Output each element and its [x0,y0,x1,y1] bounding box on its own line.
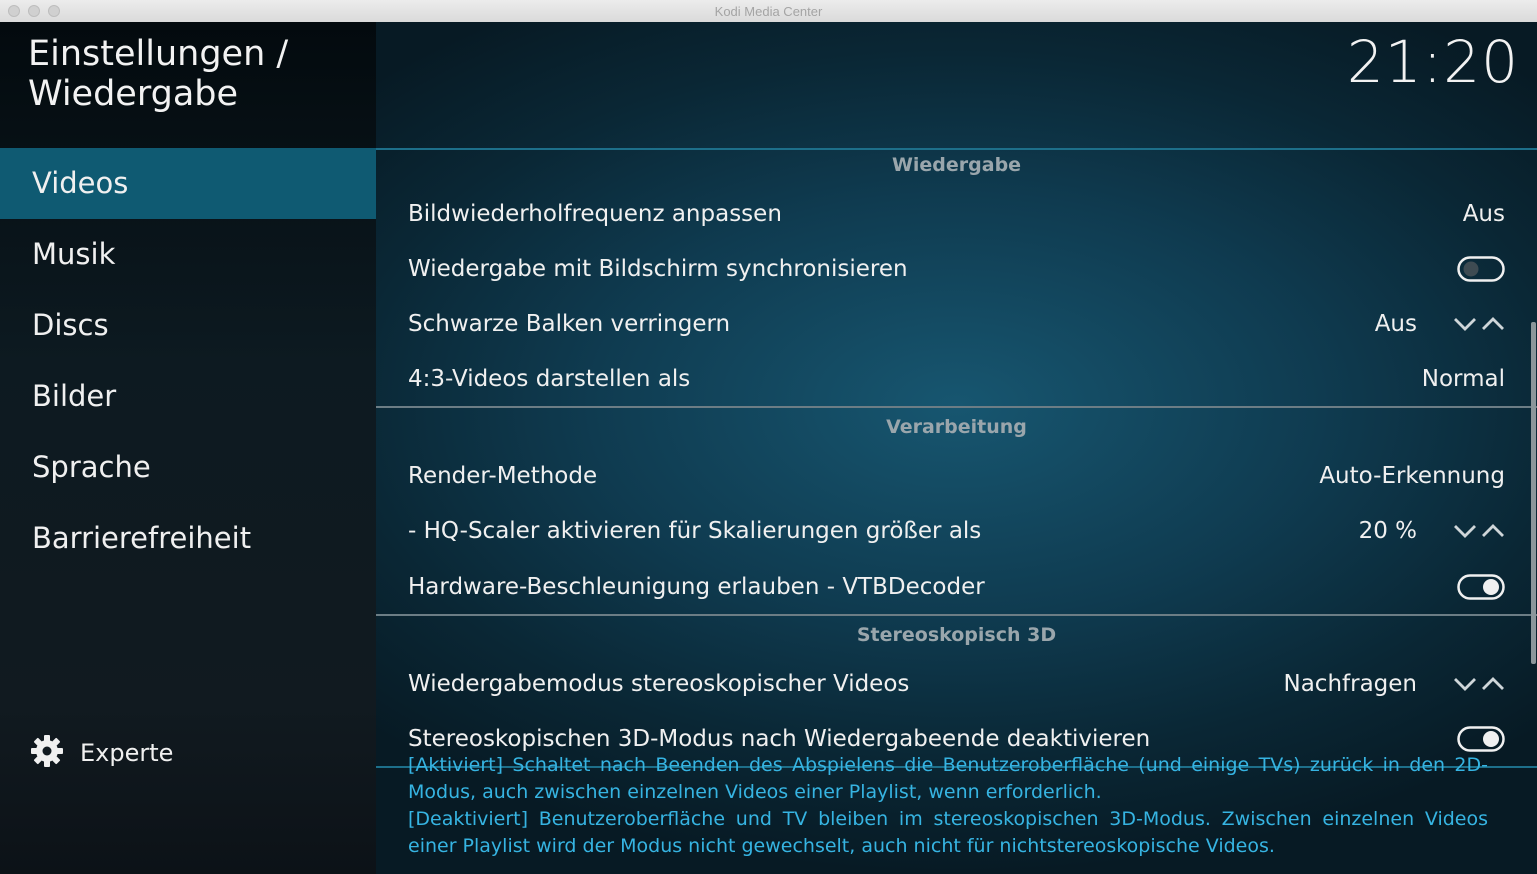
section-divider [376,406,1537,408]
clock: 21:20 [1346,28,1519,96]
setting-row-sync-display[interactable] [408,249,1505,289]
toggle-off-switch[interactable] [1457,256,1505,282]
setting-value: Aus [1462,201,1505,227]
window-titlebar [0,0,1537,23]
settings-level-button[interactable] [30,733,173,773]
sidebar-item-discs[interactable] [0,290,376,361]
section-header-wiedergabe: Wiedergabe [891,154,1022,176]
setting-row-refresh-rate[interactable] [408,194,1505,234]
sidebar-item-label: Videos [32,166,129,200]
window-title: Kodi Media Center [714,4,823,19]
spinner-arrows-icon[interactable] [1453,521,1505,541]
spinner-arrows-icon[interactable] [1453,674,1505,694]
setting-value: Nachfragen [1283,671,1417,697]
section-header-stereoskopisch-3d: Stereoskopisch 3D [856,624,1057,646]
sidebar [0,22,376,874]
setting-label: Schwarze Balken verringern [408,311,731,337]
sidebar-item-videos[interactable] [0,148,376,219]
page-title: Einstellungen / Wiedergabe [28,34,289,114]
setting-row-hq-scaler[interactable] [408,511,1505,551]
setting-row-render-method[interactable] [408,456,1505,496]
sidebar-item-label: Sprache [32,450,151,484]
section-header-verarbeitung: Verarbeitung [886,416,1027,438]
sidebar-item-label: Bilder [32,379,117,413]
setting-value: Normal [1421,366,1505,392]
description-text-enabled: [Aktiviert] Schaltet nach Beenden des Abspielens die Benutzeroberfläche (und einige TVs) zurück in den 2D-Modus, auch zwischen einzelnen Videos einer Playlist, wenn erforderlich. [408,754,1488,803]
sidebar-item-label: Discs [32,308,109,342]
setting-label: Wiedergabemodus stereoskopischer Videos [408,671,910,697]
settings-scrollbar[interactable] [1531,322,1536,664]
setting-description [408,754,1488,857]
toggle-on-switch[interactable] [1457,574,1505,600]
setting-label: - HQ-Scaler aktivieren für Skalierungen größer als [408,518,982,544]
setting-label: Stereoskopischen 3D-Modus nach Wiedergabeende deaktivieren [408,726,1151,752]
setting-row-hw-acceleration[interactable] [408,567,1505,607]
setting-label: Bildwiederholfrequenz anpassen [408,201,782,227]
setting-label: Wiedergabe mit Bildschirm synchronisieren [408,256,908,282]
sidebar-item-label: Musik [32,237,116,271]
setting-value: 20 % [1358,518,1417,544]
spinner-arrows-icon[interactable] [1453,314,1505,334]
kodi-app [0,22,1537,874]
section-divider [376,614,1537,616]
setting-value: Auto-Erkennung [1319,463,1505,489]
setting-row-43-videos[interactable] [408,359,1505,399]
sidebar-item-sprache[interactable] [0,432,376,503]
setting-row-stereo-mode[interactable] [408,664,1505,704]
sidebar-item-bilder[interactable] [0,361,376,432]
description-text-disabled: [Deaktiviert] Benutzeroberfläche und TV bleiben im stereoskopischen 3D-Modus. Zwischen einzelnen Videos einer Playlist wird der Modus nicht gewechselt, auch nicht für nichtstereoskopische Videos. [408,808,1488,857]
setting-value: Aus [1374,311,1417,337]
sidebar-item-label: Barrierefreiheit [32,521,252,555]
setting-label: Hardware-Beschleunigung erlauben - VTBDecoder [408,574,985,600]
sidebar-item-barrierefreiheit[interactable] [0,503,376,574]
setting-row-black-bars[interactable] [408,304,1505,344]
settings-level-label: Experte [80,739,174,767]
setting-label: Render-Methode [408,463,598,489]
gear-icon [30,734,64,772]
panel-top-divider [376,148,1537,150]
setting-label: 4:3-Videos darstellen als [408,366,691,392]
sidebar-item-musik[interactable] [0,219,376,290]
toggle-on-switch[interactable] [1457,726,1505,752]
